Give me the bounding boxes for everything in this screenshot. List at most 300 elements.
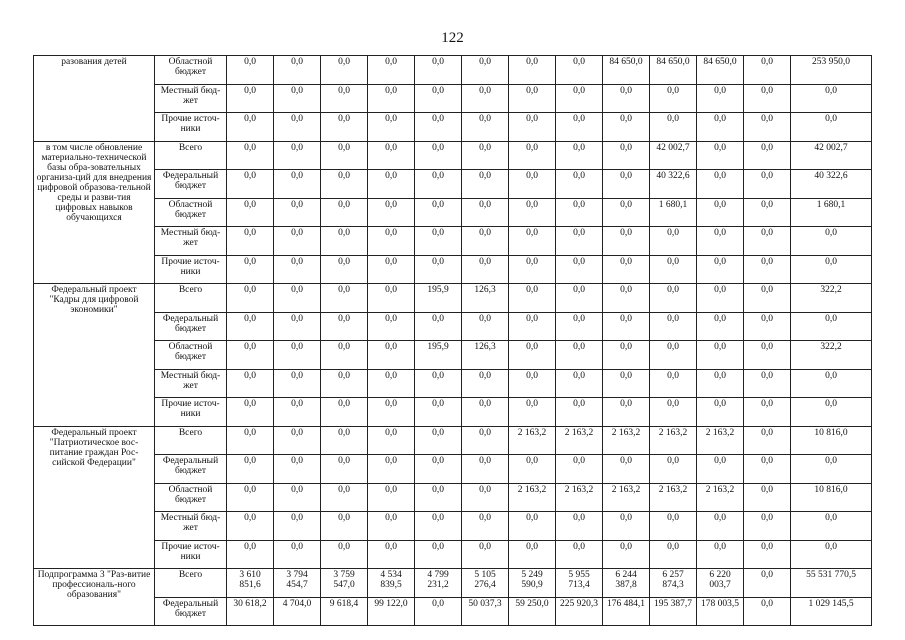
table-row bbox=[34, 597, 872, 626]
total-value-cell: 55 531 770,5 bbox=[791, 569, 872, 598]
total-value-cell: 42 002,7 bbox=[791, 141, 872, 170]
value-cell: 0,0 bbox=[509, 141, 556, 170]
table-row bbox=[34, 84, 872, 113]
value-cell: 0,0 bbox=[650, 512, 697, 541]
value-cell: 0,0 bbox=[556, 227, 603, 256]
table-row bbox=[34, 569, 872, 598]
value-cell: 0,0 bbox=[603, 312, 650, 341]
value-cell: 0,0 bbox=[603, 84, 650, 113]
funding-source-cell: Прочие источ-ники bbox=[155, 398, 227, 427]
value-cell: 225 920,3 bbox=[556, 597, 603, 626]
value-cell: 0,0 bbox=[321, 483, 368, 512]
value-cell: 0,0 bbox=[697, 455, 744, 484]
value-cell: 0,0 bbox=[274, 483, 321, 512]
value-cell: 0,0 bbox=[368, 170, 415, 199]
table-row bbox=[34, 56, 872, 85]
program-name-cell: Федеральный проект "Кадры для цифровой экономики" bbox=[34, 284, 155, 427]
total-value-cell: 0,0 bbox=[791, 312, 872, 341]
value-cell: 0,0 bbox=[415, 113, 462, 142]
value-cell: 0,0 bbox=[603, 341, 650, 370]
value-cell: 0,0 bbox=[697, 284, 744, 313]
value-cell: 0,0 bbox=[321, 170, 368, 199]
table-row bbox=[34, 141, 872, 170]
value-cell: 2 163,2 bbox=[650, 426, 697, 455]
value-cell: 0,0 bbox=[509, 198, 556, 227]
value-cell: 0,0 bbox=[603, 540, 650, 569]
value-cell: 0,0 bbox=[227, 455, 274, 484]
value-cell: 4 799 231,2 bbox=[415, 569, 462, 598]
value-cell: 0,0 bbox=[274, 84, 321, 113]
value-cell: 0,0 bbox=[415, 255, 462, 284]
value-cell: 0,0 bbox=[603, 369, 650, 398]
page-number: 122 bbox=[441, 30, 464, 46]
value-cell: 178 003,5 bbox=[697, 597, 744, 626]
value-cell: 0,0 bbox=[274, 341, 321, 370]
value-cell: 0,0 bbox=[697, 255, 744, 284]
value-cell: 0,0 bbox=[697, 540, 744, 569]
value-cell: 0,0 bbox=[274, 312, 321, 341]
funding-source-cell: Местный бюд-жет bbox=[155, 512, 227, 541]
value-cell: 2 163,2 bbox=[509, 426, 556, 455]
value-cell: 0,0 bbox=[415, 170, 462, 199]
value-cell: 0,0 bbox=[744, 512, 791, 541]
table-row bbox=[34, 398, 872, 427]
value-cell: 0,0 bbox=[462, 426, 509, 455]
value-cell: 195,9 bbox=[415, 341, 462, 370]
value-cell: 0,0 bbox=[462, 455, 509, 484]
value-cell: 0,0 bbox=[415, 84, 462, 113]
value-cell: 0,0 bbox=[415, 455, 462, 484]
value-cell: 0,0 bbox=[556, 113, 603, 142]
value-cell: 0,0 bbox=[603, 141, 650, 170]
value-cell: 195 387,7 bbox=[650, 597, 697, 626]
value-cell: 0,0 bbox=[744, 597, 791, 626]
value-cell: 0,0 bbox=[368, 284, 415, 313]
value-cell: 0,0 bbox=[368, 512, 415, 541]
funding-source-cell: Всего bbox=[155, 426, 227, 455]
value-cell: 0,0 bbox=[368, 369, 415, 398]
value-cell: 1 680,1 bbox=[650, 198, 697, 227]
value-cell: 0,0 bbox=[650, 113, 697, 142]
value-cell: 0,0 bbox=[368, 141, 415, 170]
value-cell: 0,0 bbox=[556, 312, 603, 341]
value-cell: 0,0 bbox=[321, 227, 368, 256]
value-cell: 0,0 bbox=[744, 284, 791, 313]
value-cell: 0,0 bbox=[697, 84, 744, 113]
value-cell: 0,0 bbox=[509, 56, 556, 85]
value-cell: 0,0 bbox=[509, 255, 556, 284]
budget-table bbox=[33, 55, 872, 626]
value-cell: 195,9 bbox=[415, 284, 462, 313]
value-cell: 0,0 bbox=[274, 227, 321, 256]
funding-source-cell: Федеральный бюджет bbox=[155, 170, 227, 199]
table-row bbox=[34, 455, 872, 484]
value-cell: 0,0 bbox=[509, 113, 556, 142]
funding-source-cell: Всего bbox=[155, 141, 227, 170]
value-cell: 30 618,2 bbox=[227, 597, 274, 626]
value-cell: 0,0 bbox=[368, 398, 415, 427]
value-cell: 0,0 bbox=[556, 341, 603, 370]
table-body bbox=[34, 56, 872, 626]
value-cell: 0,0 bbox=[509, 512, 556, 541]
funding-source-cell: Всего bbox=[155, 569, 227, 598]
value-cell: 0,0 bbox=[321, 255, 368, 284]
value-cell: 0,0 bbox=[509, 455, 556, 484]
value-cell: 0,0 bbox=[556, 198, 603, 227]
value-cell: 0,0 bbox=[650, 255, 697, 284]
funding-source-cell: Прочие источ-ники bbox=[155, 540, 227, 569]
value-cell: 0,0 bbox=[227, 398, 274, 427]
value-cell: 6 244 387,8 bbox=[603, 569, 650, 598]
value-cell: 2 163,2 bbox=[556, 426, 603, 455]
value-cell: 0,0 bbox=[509, 84, 556, 113]
value-cell: 0,0 bbox=[321, 398, 368, 427]
funding-source-cell: Прочие источ-ники bbox=[155, 113, 227, 142]
value-cell: 176 484,1 bbox=[603, 597, 650, 626]
value-cell: 0,0 bbox=[274, 540, 321, 569]
value-cell: 0,0 bbox=[603, 113, 650, 142]
value-cell: 0,0 bbox=[744, 483, 791, 512]
value-cell: 0,0 bbox=[227, 284, 274, 313]
value-cell: 0,0 bbox=[603, 198, 650, 227]
value-cell: 0,0 bbox=[415, 227, 462, 256]
total-value-cell: 0,0 bbox=[791, 255, 872, 284]
value-cell: 0,0 bbox=[462, 170, 509, 199]
total-value-cell: 40 322,6 bbox=[791, 170, 872, 199]
total-value-cell: 0,0 bbox=[791, 540, 872, 569]
value-cell: 3 759 547,0 bbox=[321, 569, 368, 598]
value-cell: 2 163,2 bbox=[509, 483, 556, 512]
value-cell: 0,0 bbox=[744, 170, 791, 199]
value-cell: 4 534 839,5 bbox=[368, 569, 415, 598]
value-cell: 2 163,2 bbox=[697, 483, 744, 512]
value-cell: 5 105 276,4 bbox=[462, 569, 509, 598]
funding-source-cell: Местный бюд-жет bbox=[155, 227, 227, 256]
value-cell: 0,0 bbox=[368, 84, 415, 113]
value-cell: 0,0 bbox=[603, 227, 650, 256]
total-value-cell: 0,0 bbox=[791, 512, 872, 541]
total-value-cell: 1 029 145,5 bbox=[791, 597, 872, 626]
value-cell: 0,0 bbox=[462, 141, 509, 170]
table-row bbox=[34, 483, 872, 512]
value-cell: 0,0 bbox=[697, 341, 744, 370]
value-cell: 0,0 bbox=[227, 227, 274, 256]
value-cell: 0,0 bbox=[509, 341, 556, 370]
table-row bbox=[34, 113, 872, 142]
value-cell: 0,0 bbox=[274, 455, 321, 484]
total-value-cell: 10 816,0 bbox=[791, 426, 872, 455]
value-cell: 0,0 bbox=[321, 198, 368, 227]
value-cell: 0,0 bbox=[744, 540, 791, 569]
value-cell: 0,0 bbox=[556, 512, 603, 541]
value-cell: 0,0 bbox=[321, 426, 368, 455]
value-cell: 0,0 bbox=[462, 483, 509, 512]
value-cell: 0,0 bbox=[227, 312, 274, 341]
value-cell: 0,0 bbox=[650, 455, 697, 484]
value-cell: 0,0 bbox=[462, 398, 509, 427]
value-cell: 0,0 bbox=[509, 312, 556, 341]
value-cell: 126,3 bbox=[462, 284, 509, 313]
value-cell: 0,0 bbox=[744, 198, 791, 227]
value-cell: 0,0 bbox=[462, 540, 509, 569]
value-cell: 9 618,4 bbox=[321, 597, 368, 626]
value-cell: 84 650,0 bbox=[603, 56, 650, 85]
value-cell: 4 704,0 bbox=[274, 597, 321, 626]
value-cell: 0,0 bbox=[603, 284, 650, 313]
value-cell: 0,0 bbox=[556, 255, 603, 284]
value-cell: 0,0 bbox=[462, 198, 509, 227]
value-cell: 2 163,2 bbox=[697, 426, 744, 455]
value-cell: 0,0 bbox=[227, 255, 274, 284]
value-cell: 0,0 bbox=[321, 512, 368, 541]
value-cell: 0,0 bbox=[509, 284, 556, 313]
value-cell: 2 163,2 bbox=[603, 426, 650, 455]
value-cell: 0,0 bbox=[556, 540, 603, 569]
funding-source-cell: Местный бюд-жет bbox=[155, 369, 227, 398]
value-cell: 0,0 bbox=[321, 56, 368, 85]
value-cell: 0,0 bbox=[744, 227, 791, 256]
funding-source-cell: Областной бюджет bbox=[155, 341, 227, 370]
value-cell: 0,0 bbox=[368, 113, 415, 142]
value-cell: 0,0 bbox=[415, 56, 462, 85]
value-cell: 0,0 bbox=[509, 369, 556, 398]
value-cell: 0,0 bbox=[321, 312, 368, 341]
value-cell: 0,0 bbox=[697, 141, 744, 170]
value-cell: 0,0 bbox=[697, 198, 744, 227]
program-name-cell: Федеральный проект "Патриотическое вос-питание граждан Рос-сийской Федерации" bbox=[34, 426, 155, 569]
value-cell: 0,0 bbox=[462, 312, 509, 341]
value-cell: 0,0 bbox=[368, 455, 415, 484]
value-cell: 50 037,3 bbox=[462, 597, 509, 626]
value-cell: 0,0 bbox=[603, 170, 650, 199]
value-cell: 0,0 bbox=[368, 341, 415, 370]
table-row bbox=[34, 312, 872, 341]
table-row bbox=[34, 255, 872, 284]
funding-source-cell: Федеральный бюджет bbox=[155, 312, 227, 341]
program-name-cell: Подпрограмма 3 "Раз-витие профессиональ-ного образования" bbox=[34, 569, 155, 626]
value-cell: 0,0 bbox=[227, 341, 274, 370]
total-value-cell: 1 680,1 bbox=[791, 198, 872, 227]
table-row bbox=[34, 227, 872, 256]
value-cell: 0,0 bbox=[744, 113, 791, 142]
total-value-cell: 0,0 bbox=[791, 369, 872, 398]
funding-source-cell: Всего bbox=[155, 284, 227, 313]
value-cell: 0,0 bbox=[556, 284, 603, 313]
value-cell: 0,0 bbox=[603, 512, 650, 541]
value-cell: 0,0 bbox=[227, 369, 274, 398]
value-cell: 0,0 bbox=[274, 255, 321, 284]
value-cell: 0,0 bbox=[556, 141, 603, 170]
value-cell: 0,0 bbox=[462, 369, 509, 398]
table-row bbox=[34, 369, 872, 398]
value-cell: 2 163,2 bbox=[603, 483, 650, 512]
value-cell: 0,0 bbox=[227, 198, 274, 227]
funding-source-cell: Прочие источ-ники bbox=[155, 255, 227, 284]
value-cell: 6 257 874,3 bbox=[650, 569, 697, 598]
value-cell: 0,0 bbox=[274, 369, 321, 398]
value-cell: 0,0 bbox=[744, 369, 791, 398]
value-cell: 0,0 bbox=[274, 141, 321, 170]
table-row bbox=[34, 284, 872, 313]
value-cell: 0,0 bbox=[744, 341, 791, 370]
value-cell: 0,0 bbox=[415, 540, 462, 569]
value-cell: 0,0 bbox=[274, 398, 321, 427]
value-cell: 0,0 bbox=[227, 113, 274, 142]
program-name-cell: разования детей bbox=[34, 56, 155, 142]
value-cell: 0,0 bbox=[274, 284, 321, 313]
value-cell: 0,0 bbox=[321, 84, 368, 113]
value-cell: 0,0 bbox=[368, 540, 415, 569]
value-cell: 0,0 bbox=[744, 84, 791, 113]
total-value-cell: 322,2 bbox=[791, 341, 872, 370]
value-cell: 0,0 bbox=[368, 426, 415, 455]
value-cell: 42 002,7 bbox=[650, 141, 697, 170]
value-cell: 0,0 bbox=[509, 398, 556, 427]
value-cell: 0,0 bbox=[415, 512, 462, 541]
value-cell: 0,0 bbox=[650, 398, 697, 427]
value-cell: 0,0 bbox=[321, 141, 368, 170]
value-cell: 0,0 bbox=[227, 84, 274, 113]
value-cell: 0,0 bbox=[603, 255, 650, 284]
value-cell: 0,0 bbox=[697, 170, 744, 199]
value-cell: 0,0 bbox=[650, 369, 697, 398]
total-value-cell: 0,0 bbox=[791, 113, 872, 142]
value-cell: 0,0 bbox=[227, 483, 274, 512]
value-cell: 0,0 bbox=[556, 369, 603, 398]
value-cell: 0,0 bbox=[274, 113, 321, 142]
value-cell: 0,0 bbox=[321, 369, 368, 398]
value-cell: 0,0 bbox=[415, 597, 462, 626]
value-cell: 0,0 bbox=[321, 540, 368, 569]
total-value-cell: 0,0 bbox=[791, 455, 872, 484]
value-cell: 0,0 bbox=[321, 284, 368, 313]
value-cell: 0,0 bbox=[321, 341, 368, 370]
value-cell: 0,0 bbox=[274, 426, 321, 455]
value-cell: 0,0 bbox=[697, 312, 744, 341]
table-row bbox=[34, 426, 872, 455]
value-cell: 3 794 454,7 bbox=[274, 569, 321, 598]
table-row bbox=[34, 170, 872, 199]
value-cell: 0,0 bbox=[274, 198, 321, 227]
value-cell: 0,0 bbox=[603, 455, 650, 484]
value-cell: 0,0 bbox=[227, 170, 274, 199]
value-cell: 0,0 bbox=[415, 483, 462, 512]
value-cell: 0,0 bbox=[368, 483, 415, 512]
value-cell: 40 322,6 bbox=[650, 170, 697, 199]
value-cell: 0,0 bbox=[227, 426, 274, 455]
value-cell: 0,0 bbox=[227, 512, 274, 541]
value-cell: 0,0 bbox=[415, 398, 462, 427]
value-cell: 0,0 bbox=[509, 170, 556, 199]
value-cell: 0,0 bbox=[274, 170, 321, 199]
value-cell: 0,0 bbox=[650, 284, 697, 313]
value-cell: 0,0 bbox=[462, 84, 509, 113]
funding-source-cell: Областной бюджет bbox=[155, 56, 227, 85]
value-cell: 0,0 bbox=[462, 113, 509, 142]
value-cell: 0,0 bbox=[509, 540, 556, 569]
value-cell: 0,0 bbox=[556, 170, 603, 199]
value-cell: 0,0 bbox=[415, 312, 462, 341]
value-cell: 0,0 bbox=[462, 512, 509, 541]
funding-source-cell: Областной бюджет bbox=[155, 198, 227, 227]
value-cell: 0,0 bbox=[368, 312, 415, 341]
total-value-cell: 0,0 bbox=[791, 84, 872, 113]
funding-source-cell: Федеральный бюджет bbox=[155, 455, 227, 484]
value-cell: 0,0 bbox=[744, 312, 791, 341]
value-cell: 0,0 bbox=[227, 141, 274, 170]
value-cell: 0,0 bbox=[415, 198, 462, 227]
table-row bbox=[34, 198, 872, 227]
value-cell: 0,0 bbox=[556, 398, 603, 427]
funding-source-cell: Федеральный бюджет bbox=[155, 597, 227, 626]
value-cell: 0,0 bbox=[744, 255, 791, 284]
total-value-cell: 0,0 bbox=[791, 227, 872, 256]
value-cell: 0,0 bbox=[462, 255, 509, 284]
value-cell: 0,0 bbox=[227, 56, 274, 85]
value-cell: 0,0 bbox=[556, 84, 603, 113]
value-cell: 0,0 bbox=[744, 455, 791, 484]
value-cell: 3 610 851,6 bbox=[227, 569, 274, 598]
value-cell: 0,0 bbox=[603, 398, 650, 427]
value-cell: 0,0 bbox=[415, 369, 462, 398]
value-cell: 0,0 bbox=[650, 341, 697, 370]
value-cell: 0,0 bbox=[697, 369, 744, 398]
value-cell: 0,0 bbox=[274, 56, 321, 85]
value-cell: 2 163,2 bbox=[556, 483, 603, 512]
value-cell: 0,0 bbox=[697, 398, 744, 427]
value-cell: 0,0 bbox=[227, 540, 274, 569]
value-cell: 5 955 713,4 bbox=[556, 569, 603, 598]
value-cell: 126,3 bbox=[462, 341, 509, 370]
table-row bbox=[34, 341, 872, 370]
funding-source-cell: Областной бюджет bbox=[155, 483, 227, 512]
value-cell: 59 250,0 bbox=[509, 597, 556, 626]
value-cell: 0,0 bbox=[321, 113, 368, 142]
total-value-cell: 0,0 bbox=[791, 398, 872, 427]
value-cell: 99 122,0 bbox=[368, 597, 415, 626]
value-cell: 0,0 bbox=[368, 198, 415, 227]
value-cell: 0,0 bbox=[697, 227, 744, 256]
value-cell: 0,0 bbox=[744, 56, 791, 85]
value-cell: 0,0 bbox=[744, 398, 791, 427]
value-cell: 0,0 bbox=[744, 426, 791, 455]
value-cell: 0,0 bbox=[462, 56, 509, 85]
value-cell: 0,0 bbox=[650, 312, 697, 341]
value-cell: 0,0 bbox=[697, 113, 744, 142]
total-value-cell: 322,2 bbox=[791, 284, 872, 313]
value-cell: 0,0 bbox=[368, 56, 415, 85]
value-cell: 5 249 590,9 bbox=[509, 569, 556, 598]
value-cell: 0,0 bbox=[415, 426, 462, 455]
table-row bbox=[34, 540, 872, 569]
value-cell: 0,0 bbox=[274, 512, 321, 541]
value-cell: 0,0 bbox=[744, 569, 791, 598]
value-cell: 0,0 bbox=[650, 84, 697, 113]
value-cell: 0,0 bbox=[509, 227, 556, 256]
value-cell: 0,0 bbox=[321, 455, 368, 484]
value-cell: 0,0 bbox=[368, 255, 415, 284]
value-cell: 0,0 bbox=[368, 227, 415, 256]
total-value-cell: 10 816,0 bbox=[791, 483, 872, 512]
value-cell: 0,0 bbox=[462, 227, 509, 256]
value-cell: 84 650,0 bbox=[697, 56, 744, 85]
value-cell: 84 650,0 bbox=[650, 56, 697, 85]
value-cell: 6 220 003,7 bbox=[697, 569, 744, 598]
value-cell: 0,0 bbox=[650, 540, 697, 569]
value-cell: 2 163,2 bbox=[650, 483, 697, 512]
value-cell: 0,0 bbox=[415, 141, 462, 170]
table-row bbox=[34, 512, 872, 541]
